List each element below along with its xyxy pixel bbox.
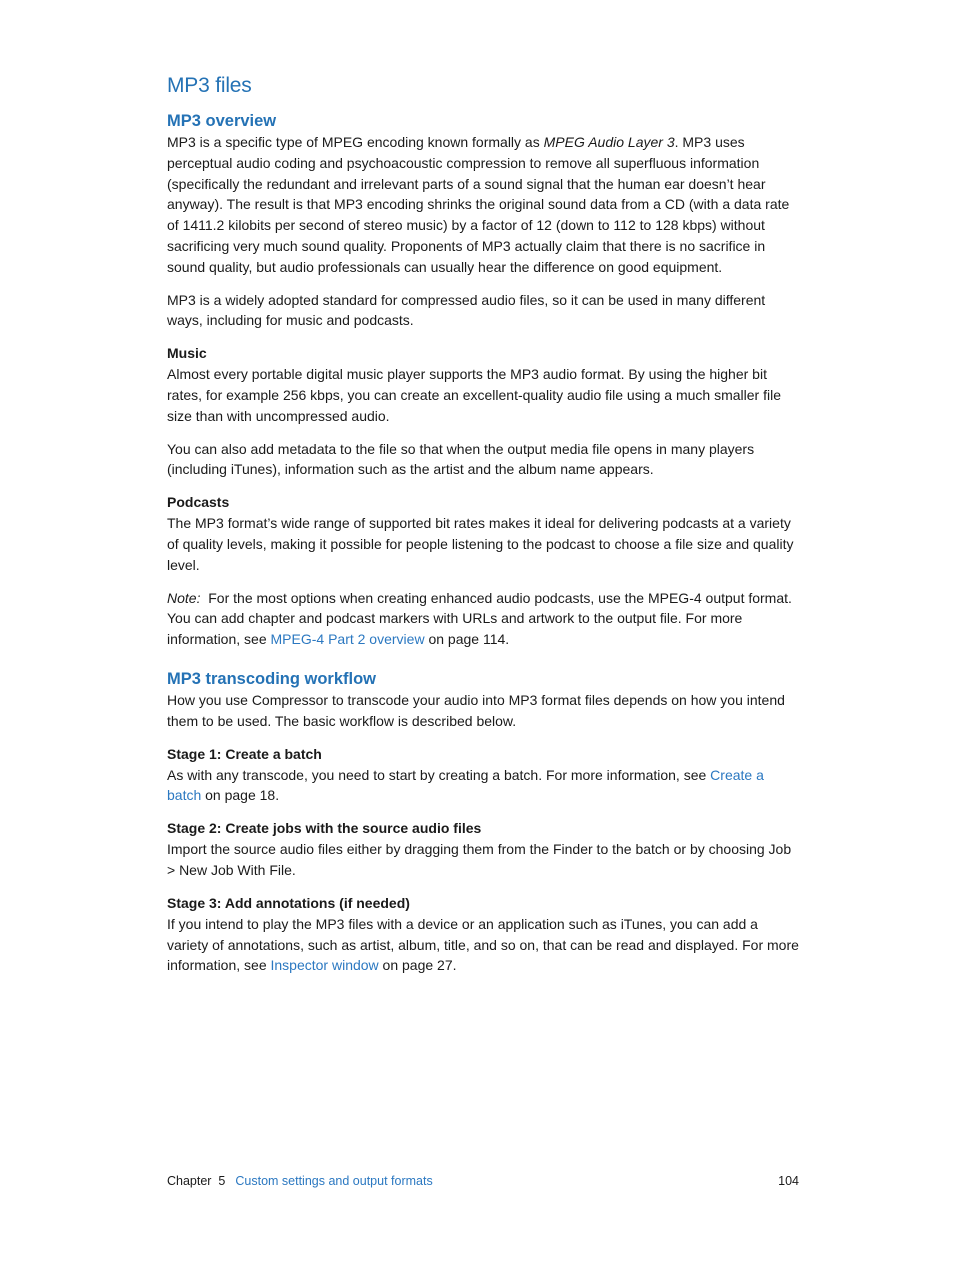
stage3-paragraph: If you intend to play the MP3 files with a device or an application such as iTunes, you can add a variety of annotations, such as artist, album, title, and so on, that can be read and displayed. For more information, see Inspector window on page 27.: [167, 915, 799, 974]
link-mpeg4-part2-overview[interactable]: MPEG-4 Part 2 overview: [270, 631, 425, 648]
link-create-a-batch[interactable]: Create a batch: [167, 766, 764, 804]
stage2-heading: Stage 2: Create jobs with the source audio files: [167, 820, 482, 837]
footer-chapter-title-link[interactable]: Custom settings and output formats: [235, 1174, 433, 1188]
note-paragraph: Note: For the most options when creating enhanced audio podcasts, use the MPEG-4 output format. You can add chapter and podcast markers with URLs and artwork to the output file. For more information, see MPEG-4 Part 2 overview on page 114.: [167, 589, 796, 648]
music-paragraph-1: Almost every portable digital music player supports the MP3 audio format. By using the higher bit rates, for example 256 kbps, you can create an excellent-quality audio file using a much smaller file size than with uncompressed audio.: [167, 366, 781, 424]
footer-page-number: 104: [778, 1174, 799, 1188]
note-label: Note:: [167, 589, 201, 606]
workflow-intro: How you use Compressor to transcode your audio into MP3 format files depends on how you intend them to be used. The basic workflow is described below.: [167, 691, 785, 729]
overview-paragraph-1: MP3 is a specific type of MPEG encoding known formally as MPEG Audio Layer 3. MP3 uses perceptual audio coding and psychoacoustic compression to remove all superfluous information (specifically the redundant and irrelevant parts of a sound signal that the human ear doesn’t hear anyway). The result is that MP3 encoding shrinks the original sound data from a CD (with a data rate of 1411.2 kilobits per second of stereo music) by a factor of 12 (down to 112 to 128 kbps) without sacrificing very much sound quality. Proponents of MP3 actually claim that there is no sacrifice in sound quality, but audio professionals can usually hear the difference on good equipment.: [167, 134, 790, 275]
stage3-heading: Stage 3: Add annotations (if needed): [167, 894, 410, 911]
link-inspector-window[interactable]: Inspector window: [270, 957, 379, 974]
stage1-heading: Stage 1: Create a batch: [167, 745, 322, 762]
subheading-music: Music: [167, 345, 207, 362]
stage1-paragraph: As with any transcode, you need to start by creating a batch. For more information, see Create a batch on page 18.: [167, 766, 764, 804]
music-paragraph-2: You can also add metadata to the file so that when the output media file opens in many players (including iTunes), information such as the artist and the album name appears.: [167, 440, 755, 478]
page-title: MP3 files: [167, 74, 252, 97]
subheading-podcasts: Podcasts: [167, 494, 230, 511]
overview-paragraph-2: MP3 is a widely adopted standard for compressed audio files, so it can be used in many different ways, including for music and podcasts.: [167, 291, 766, 329]
page-content: [167, 72, 801, 988]
stage2-paragraph: Import the source audio files either by dragging them from the Finder to the batch or by choosing Job > New Job With File.: [167, 841, 792, 878]
section-heading-overview: MP3 overview: [167, 112, 277, 130]
section-heading-workflow: MP3 transcoding workflow: [167, 669, 377, 688]
page-footer: [167, 1172, 799, 1190]
footer-chapter: Chapter 5: [167, 1174, 226, 1188]
podcasts-paragraph-1: The MP3 format’s wide range of supported bit rates makes it ideal for delivering podcasts at a variety of quality levels, making it possible for people listening to the podcast to choose a file size and quality level.: [167, 515, 794, 573]
